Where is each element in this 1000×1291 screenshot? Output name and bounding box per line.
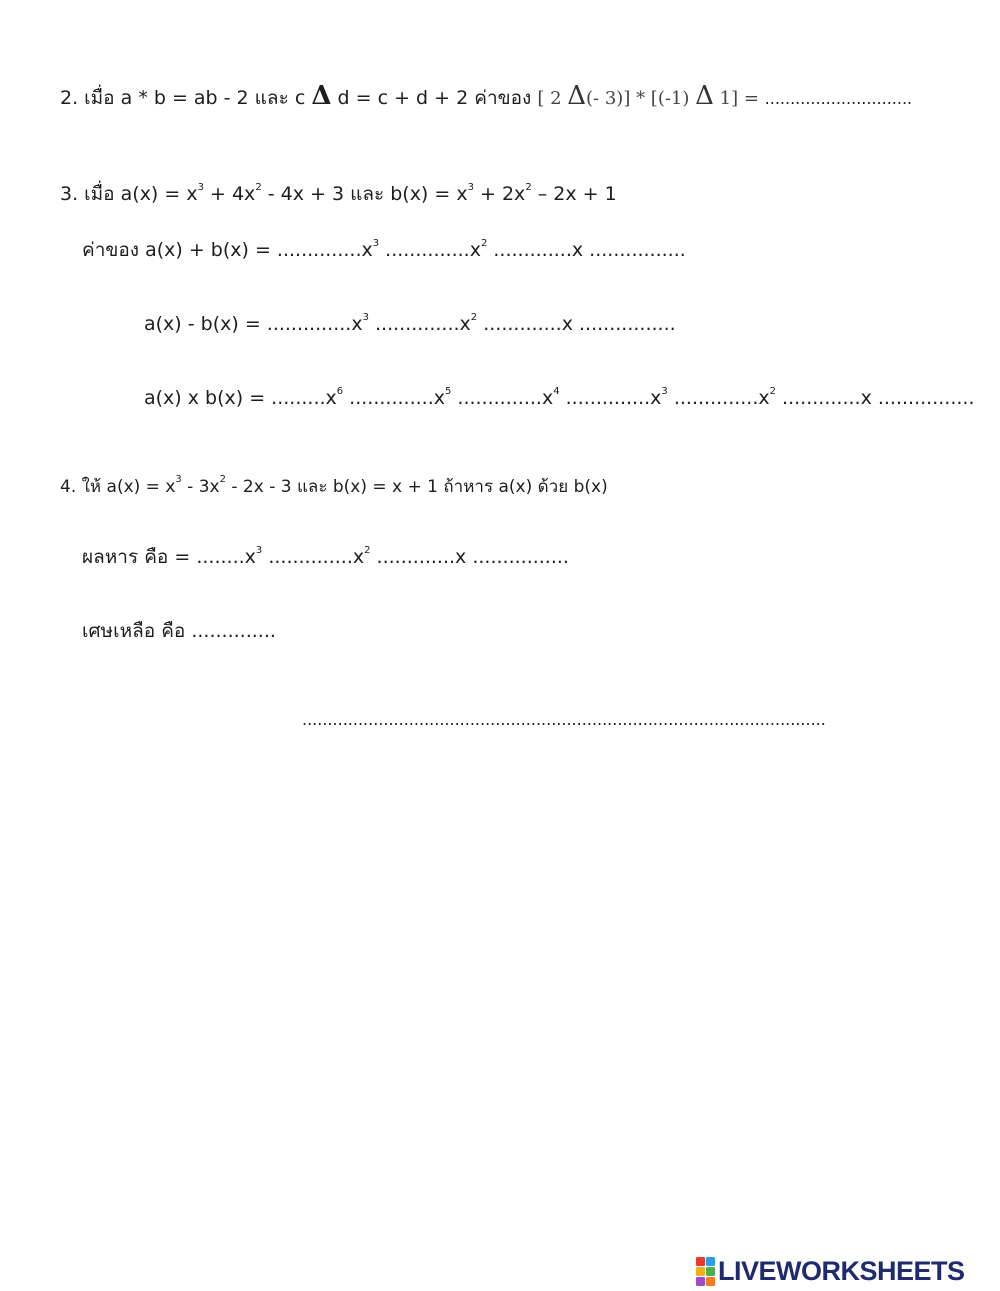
exponent: 3 xyxy=(175,474,182,486)
q3-stem-text-2: + 4x xyxy=(203,183,256,205)
exponent: 6 xyxy=(336,385,344,397)
q4-stem-text-2: - 3x xyxy=(181,477,220,497)
q2-answer-blank[interactable]: ............................. xyxy=(764,89,913,108)
exponent: 3 xyxy=(362,311,369,323)
q2-mid: d = c + d + 2 ค่าของ xyxy=(331,87,538,109)
exponent: 3 xyxy=(255,544,263,556)
exponent: 2 xyxy=(480,237,488,249)
exponent: 5 xyxy=(444,385,452,397)
exponent: 2 xyxy=(219,474,226,486)
q3-prod-blank-2[interactable]: ..............x xyxy=(343,387,445,409)
q4-quotient-blank-3[interactable]: .............x ................ xyxy=(370,546,569,568)
delta-symbol-3: Δ xyxy=(695,81,714,111)
liveworksheets-wordmark: LIVEWORKSHEETS xyxy=(718,1255,965,1286)
delta-symbol-2: Δ xyxy=(567,81,587,111)
q3-diff-lead: a(x) - b(x) = ..............x xyxy=(144,313,363,335)
q3-prod-blank-3[interactable]: ..............x xyxy=(451,387,554,409)
q3-stem-text-4: + 2x xyxy=(473,183,526,205)
liveworksheets-logo-mark xyxy=(696,1257,715,1286)
q3-stem-text-1: 3. เมื่อ a(x) = x xyxy=(60,183,198,205)
q3-diff-blank-2[interactable]: ..............x xyxy=(368,313,471,335)
q3-prod-blank-4[interactable]: ..............x xyxy=(559,387,662,409)
q2-expr-c: 1] = xyxy=(713,88,765,109)
exponent: 2 xyxy=(364,544,371,556)
q4-remainder-row[interactable]: เศษเหลือ คือ .............. xyxy=(82,620,276,642)
liveworksheets-logo xyxy=(696,1256,965,1286)
exponent: 2 xyxy=(255,181,262,193)
q2-expr-b: (- 3)] * [(-1) xyxy=(586,88,696,109)
exponent: 2 xyxy=(769,385,777,397)
q3-prod-lead: a(x) x b(x) = .........x xyxy=(144,387,337,409)
question-3-stem xyxy=(60,182,617,206)
q3-stem-text-3: - 4x + 3 และ b(x) = x xyxy=(261,183,468,205)
q3-stem-text-5: – 2x + 1 xyxy=(531,183,617,205)
q4-stem-text-3: - 2x - 3 และ b(x) = x + 1 ถ้าหาร a(x) ด้วย b(x) xyxy=(225,477,608,497)
q4-stem-text-1: 4. ให้ a(x) = x xyxy=(60,477,176,497)
delta-symbol-1: Δ xyxy=(311,81,332,111)
q4-quotient-row[interactable] xyxy=(82,545,569,569)
exponent: 3 xyxy=(197,181,204,193)
q3-prod-blank-5[interactable]: ..............x xyxy=(667,387,770,409)
q3-diff-blank-3[interactable]: .............x ................ xyxy=(477,313,676,335)
exponent: 2 xyxy=(470,311,478,323)
exponent: 3 xyxy=(467,181,474,193)
footer-dotted-line[interactable]: ....................................................................................................... xyxy=(302,710,826,729)
question-2 xyxy=(60,81,913,111)
question-4-stem xyxy=(60,475,608,499)
q3-product-row[interactable] xyxy=(144,386,975,410)
q3-difference-row[interactable] xyxy=(144,312,676,336)
exponent: 3 xyxy=(372,237,380,249)
q2-expr-a: [ 2 xyxy=(537,88,568,109)
q4-quotient-lead: ผลหาร คือ = ........x xyxy=(82,546,256,568)
q3-sum-lead: ค่าของ a(x) + b(x) = ..............x xyxy=(82,239,373,261)
exponent: 2 xyxy=(525,181,532,193)
exponent: 4 xyxy=(553,385,560,397)
q2-prefix: 2. เมื่อ a * b = ab - 2 และ c xyxy=(60,87,312,109)
q3-sum-blank-3[interactable]: .............x ................ xyxy=(487,239,686,261)
q4-quotient-blank-2[interactable]: ..............x xyxy=(262,546,365,568)
q3-sum-blank-2[interactable]: ..............x xyxy=(379,239,481,261)
q3-prod-blank-6[interactable]: .............x ................ xyxy=(776,387,975,409)
exponent: 3 xyxy=(661,385,668,397)
q3-sum-row[interactable] xyxy=(82,238,686,262)
